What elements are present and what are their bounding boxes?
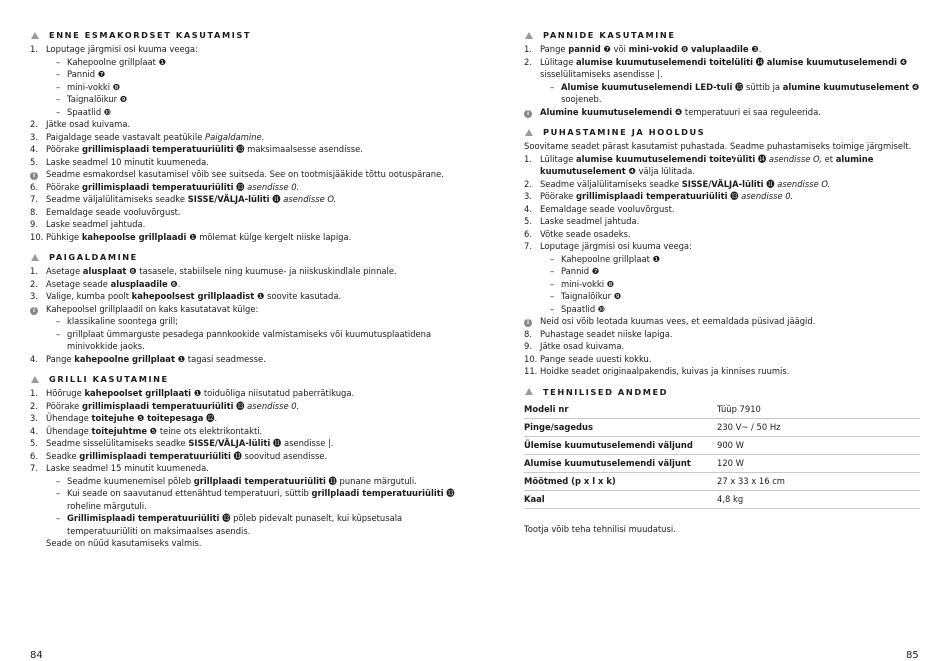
item-text: Pange kahepoolne grillplaat ❶ tagasi seadmesse. xyxy=(46,353,266,364)
list-item xyxy=(30,143,460,156)
list-item xyxy=(30,425,460,438)
item-text: Pannid ❼ xyxy=(561,266,600,276)
sub-list-item xyxy=(524,303,920,316)
item-text: Valige, kumba poolt kahepoolsest grillplaadist ❶ soovite kasutada. xyxy=(46,291,342,301)
list-marker: 7. xyxy=(30,463,38,473)
list-item xyxy=(30,278,460,291)
sub-list-item xyxy=(30,315,460,328)
heading-text: PANNIDE KASUTAMINE xyxy=(543,30,676,40)
list-marker: – xyxy=(550,253,555,264)
list-item xyxy=(30,131,460,144)
spec-row xyxy=(524,472,920,490)
spec-row xyxy=(524,490,920,508)
list-marker: 5. xyxy=(30,438,38,448)
sub-list-item xyxy=(30,512,460,537)
info-icon: i xyxy=(30,307,38,315)
item-text: Pange pannid ❼ või mini-vokid ❽ valuplaadile ❸. xyxy=(540,44,762,54)
list-marker: – xyxy=(550,278,555,289)
item-text: Pange seade uuesti kokku. xyxy=(540,353,652,364)
list-item xyxy=(30,193,460,206)
section xyxy=(30,252,460,365)
sub-list-item xyxy=(30,68,460,81)
spec-value: 230 V~ / 50 Hz xyxy=(717,418,920,436)
list-item xyxy=(30,156,460,169)
section-heading xyxy=(30,252,460,262)
list-marker: – xyxy=(56,316,61,326)
item-text: Jätke osad kuivama. xyxy=(540,341,625,351)
list-item xyxy=(524,340,920,353)
list-marker: – xyxy=(56,56,61,67)
item-text: Eemaldage seade vooluvõrgust. xyxy=(46,206,181,217)
list-item xyxy=(30,218,460,231)
list-item xyxy=(30,353,460,366)
item-text: Taignalõikur ❾ xyxy=(67,94,128,104)
item-text: mini-vokki ❽ xyxy=(561,278,615,289)
heading-text: PAIGALDAMINE xyxy=(49,252,138,262)
list-marker: 10. xyxy=(524,353,538,364)
item-text: Neid osi võib leotada kuumas vees, et eemaldada püsivad jäägid. xyxy=(540,316,816,326)
item-text: Seadme esmakordsel kasutamisel võib see suitseda. See on tootmisjääkide tõttu ootuspärane. xyxy=(46,169,444,179)
info-icon: i xyxy=(30,172,38,180)
spec-row xyxy=(524,401,920,419)
list-marker: 2. xyxy=(30,400,38,411)
sub-list-item xyxy=(30,487,460,512)
list-item xyxy=(30,450,460,463)
list-marker: 10. xyxy=(30,231,44,242)
list-marker: – xyxy=(56,69,61,79)
list-item xyxy=(30,537,460,550)
list-item xyxy=(30,265,460,278)
heading-text: PUHASTAMINE JA HOOLDUS xyxy=(543,127,706,137)
spec-label: Ülemise kuumutuselemendi väljund xyxy=(524,436,717,454)
item-text: Seadme väljalülitamiseks seadke SISSE/VÄLJA-lüliti ⓫ asendisse O. xyxy=(46,194,337,204)
list-marker: 3. xyxy=(30,131,38,142)
list-marker: 6. xyxy=(30,181,38,192)
list-marker: 4. xyxy=(30,425,38,436)
list-marker: 4. xyxy=(524,203,532,214)
list-marker xyxy=(30,303,46,316)
spec-value: 900 W xyxy=(717,436,920,454)
item-text: Asetage alusplaat ❻ tasasele, stabiilsele ning kuumuse- ja niiskuskindlale pinnale. xyxy=(46,266,397,276)
list-marker: 7. xyxy=(30,194,38,204)
list-marker: – xyxy=(56,94,61,104)
section xyxy=(524,127,920,378)
list-marker: 1. xyxy=(30,266,38,276)
list-marker: – xyxy=(56,488,61,498)
item-text: Jätke osad kuivama. xyxy=(46,119,131,129)
heading-text: GRILLI KASUTAMINE xyxy=(49,374,169,384)
item-text: Lülitage alumise kuumutuselemendi toitelüliti ⓮ alumise kuumutuselemendi ❹ sisselülitamiseks asendisse |. xyxy=(540,56,908,79)
item-text: Grillimisplaadi temperatuuriüliti ⓭ põleb pidevalt punaselt, kui küpsetusala temperatuuriüliti on maksimaalses asendis. xyxy=(67,513,403,536)
spec-value: 4,8 kg xyxy=(717,490,920,508)
list-marker: 1. xyxy=(524,153,532,164)
list-item xyxy=(524,240,920,253)
item-text: Kui seade on saavutanud ettenähtud temperatuuri, süttib grillplaadi temperatuuriüliti ⓭ roheline märgutuli. xyxy=(67,488,455,511)
warning-triangle-icon xyxy=(525,129,533,136)
spec-value: Tüüp 7910 xyxy=(717,401,920,419)
item-text: Seadme väljalülitamiseks seadke SISSE/VÄLJA-lüliti ⓫ asendisse O. xyxy=(540,178,831,189)
spec-label: Modeli nr xyxy=(524,401,717,419)
list-marker: – xyxy=(56,328,61,339)
sub-list-item xyxy=(30,56,460,69)
item-text: Kahepoolsel grillplaadil on kaks kasutatavat külge: xyxy=(46,303,259,314)
page-number-left: 84 xyxy=(30,650,43,661)
list-item xyxy=(30,387,460,400)
item-text: Laske seadmel 15 minutit kuumeneda. xyxy=(46,463,209,473)
item-text: Seadme kuumenemisel põleb grillplaadi temperatuuriüliti ⓭ punane märgutuli. xyxy=(67,475,417,486)
spec-row xyxy=(524,436,920,454)
item-text: Seade on nüüd kasutamiseks valmis. xyxy=(46,538,202,548)
sub-list-item xyxy=(524,290,920,303)
item-text: Hõõruge kahepoolset grillplaati ❶ toiduõliga niisutatud paberrätikuga. xyxy=(46,388,355,398)
list-marker: – xyxy=(56,475,61,486)
list-marker: 6. xyxy=(30,450,38,461)
spec-label: Alumise kuumutuselemendi väljunt xyxy=(524,454,717,472)
list-marker: 7. xyxy=(524,241,532,251)
sub-list-item xyxy=(524,265,920,278)
list-marker: 1. xyxy=(30,388,38,398)
list-item xyxy=(30,290,460,303)
item-text: Pöörake grillimisplaadi temperatuuriüliti ⓭ asendisse 0. xyxy=(540,191,794,201)
item-text: Seadme sisselülitamiseks seadke SISSE/VÄLJA-lüliti ⓫ asendisse |. xyxy=(46,438,334,448)
item-text: Seadke grillimisplaadi temperatuuriüliti ⓭ soovitud asendisse. xyxy=(46,450,328,461)
list-marker: 11. xyxy=(524,366,538,376)
list-item xyxy=(30,437,460,450)
heading-text: TEHNILISED ANDMED xyxy=(543,386,669,397)
spec-note: Tootja võib teha tehnilisi muudatusi. xyxy=(524,523,676,534)
section-heading xyxy=(30,30,460,40)
list-marker: 6. xyxy=(524,228,532,239)
item-text: Ühendage toitejuhe ❺ toitepesaga ⓬. xyxy=(46,413,218,423)
item-text: Loputage järgmisi osi kuuma veega: xyxy=(540,241,692,251)
list-item xyxy=(30,168,460,181)
section-heading xyxy=(524,30,920,40)
list-marker: 2. xyxy=(524,178,532,189)
list-item xyxy=(524,203,920,216)
list-item xyxy=(524,190,920,203)
list-marker: 9. xyxy=(30,219,38,229)
sub-list-item xyxy=(524,81,920,106)
list-marker: – xyxy=(56,106,61,117)
item-text: Pöörake grillimisplaadi temperatuuriüliti ⓭ maksimaalsesse asendisse. xyxy=(46,144,363,154)
list-item xyxy=(524,353,920,366)
left-page xyxy=(30,30,460,559)
list-marker: 1. xyxy=(30,44,38,54)
list-item xyxy=(30,231,460,244)
item-text: Kahepoolne grillplaat ❶ xyxy=(561,253,661,264)
section xyxy=(524,387,920,535)
item-text: Eemaldage seade vooluvõrgust. xyxy=(540,203,675,214)
list-marker xyxy=(524,315,540,328)
item-text: Paigaldage seade vastavalt peatükile Paigaldamine. xyxy=(46,131,265,142)
list-marker: – xyxy=(550,266,555,276)
list-marker: 5. xyxy=(524,216,532,226)
list-item xyxy=(524,328,920,341)
list-marker: 2. xyxy=(30,278,38,289)
list-item xyxy=(524,56,920,81)
list-marker: 3. xyxy=(524,191,532,201)
item-text: Pannid ❼ xyxy=(67,69,106,79)
item-text: Puhastage seadet niiske lapiga. xyxy=(540,328,673,339)
sub-list-item xyxy=(30,106,460,119)
list-item xyxy=(524,106,920,119)
sub-list-item xyxy=(30,328,460,353)
list-marker: 3. xyxy=(30,291,38,301)
spec-row xyxy=(524,454,920,472)
heading-text: ENNE ESMAKORDSET KASUTAMIST xyxy=(49,30,252,40)
item-text: klassikaline soontega grill; xyxy=(67,316,179,326)
item-text: Võtke seade osadeks. xyxy=(540,228,631,239)
spec-value: 27 x 33 x 16 cm xyxy=(717,472,920,490)
section-heading xyxy=(524,387,920,397)
list-marker xyxy=(524,106,540,119)
list-marker: 4. xyxy=(30,144,38,154)
warning-triangle-icon xyxy=(525,388,533,395)
item-text: Ühendage toitejuhtme ❺ teine ots elektrikontakti. xyxy=(46,425,263,436)
list-item xyxy=(30,181,460,194)
list-item xyxy=(30,206,460,219)
item-text: Pöörake grillimisplaadi temperatuuriüliti ⓭ asendisse 0. xyxy=(46,181,300,192)
list-marker xyxy=(30,168,46,181)
spec-label: Mõõtmed (p x l x k) xyxy=(524,472,717,490)
list-item xyxy=(30,462,460,475)
item-text: Alumise kuumutuselemendi LED-tuli ⓯ süttib ja alumine kuumutuselement ❹ soojeneb. xyxy=(561,81,920,104)
list-marker: 3. xyxy=(30,413,38,423)
list-item xyxy=(524,43,920,56)
list-marker: – xyxy=(550,81,555,92)
list-item xyxy=(524,365,920,378)
warning-triangle-icon xyxy=(31,376,39,383)
intro-text: Soovitame seadet pärast kasutamist puhastada. Seadme puhastamiseks toimige järgmiselt. xyxy=(524,141,912,151)
list-marker: – xyxy=(56,513,61,523)
list-marker: 1. xyxy=(524,44,532,54)
info-icon: i xyxy=(524,110,532,118)
section-heading xyxy=(30,374,460,384)
list-marker: – xyxy=(550,303,555,314)
list-item xyxy=(524,178,920,191)
list-item xyxy=(30,303,460,316)
section-heading xyxy=(524,127,920,137)
item-text: Alumine kuumutuselemendi ❹ temperatuuri ei saa reguleerida. xyxy=(540,106,821,117)
list-marker xyxy=(30,537,46,550)
warning-triangle-icon xyxy=(31,254,39,261)
item-text: Spaatlid ❿ xyxy=(67,106,112,117)
list-marker: 8. xyxy=(30,206,38,217)
page-number-right: 85 xyxy=(906,650,919,661)
warning-triangle-icon xyxy=(525,32,533,39)
list-item xyxy=(30,400,460,413)
section xyxy=(30,30,460,243)
item-text: grillplaat ümmarguste pesadega pannkookide valmistamiseks või kuumutusplaatidena minivokkide jaoks. xyxy=(67,328,432,351)
item-text: Laske seadmel jahtuda. xyxy=(540,216,640,226)
sub-list-item xyxy=(30,93,460,106)
list-item xyxy=(524,153,920,178)
item-text: Asetage seade alusplaadile ❻. xyxy=(46,278,181,289)
item-text: mini-vokki ❽ xyxy=(67,81,121,92)
item-text: Pöörake grillimisplaadi temperatuuriüliti ⓭ asendisse 0. xyxy=(46,400,300,411)
right-page xyxy=(524,30,920,544)
list-item xyxy=(30,118,460,131)
list-item xyxy=(30,43,460,56)
item-text: Kahepoolne grillplaat ❶ xyxy=(67,56,167,67)
list-marker: – xyxy=(550,291,555,301)
item-text: Pühkige kahepoolse grillplaadi ❶ mõlemat külge kergelt niiske lapiga. xyxy=(46,231,352,242)
sub-list-item xyxy=(524,278,920,291)
sub-list-item xyxy=(524,253,920,266)
list-item xyxy=(524,215,920,228)
spec-value: 120 W xyxy=(717,454,920,472)
item-text: Lülitage alumise kuumutuselemendi toiteלüliti ⓮ asendisse O, et alumine kuumutuselement ❹ välja lülitada. xyxy=(540,153,874,176)
list-marker: 4. xyxy=(30,353,38,364)
spec-label: Kaal xyxy=(524,490,717,508)
spec-row xyxy=(524,418,920,436)
info-icon: i xyxy=(524,319,532,327)
list-marker: 2. xyxy=(30,119,38,129)
item-text: Laske seadmel jahtuda. xyxy=(46,219,146,229)
sub-list-item xyxy=(30,81,460,94)
list-marker: – xyxy=(56,81,61,92)
sub-list-item xyxy=(30,475,460,488)
section xyxy=(524,30,920,118)
item-text: Hoidke seadet originaalpakendis, kuivas ja kinnises ruumis. xyxy=(540,366,790,376)
list-item xyxy=(30,412,460,425)
item-text: Taignalõikur ❾ xyxy=(561,291,622,301)
list-marker: 5. xyxy=(30,156,38,167)
list-marker: 8. xyxy=(524,328,532,339)
list-marker: 2. xyxy=(524,56,532,67)
list-marker: 9. xyxy=(524,341,532,351)
spec-label: Pinge/sagedus xyxy=(524,418,717,436)
section xyxy=(30,374,460,550)
warning-triangle-icon xyxy=(31,32,39,39)
spec-table xyxy=(524,401,920,509)
list-item xyxy=(524,228,920,241)
list-item xyxy=(524,315,920,328)
item-text: Loputage järgmisi osi kuuma veega: xyxy=(46,44,198,54)
item-text: Laske seadmel 10 minutit kuumeneda. xyxy=(46,156,209,167)
item-text: Spaatlid ❿ xyxy=(561,303,606,314)
